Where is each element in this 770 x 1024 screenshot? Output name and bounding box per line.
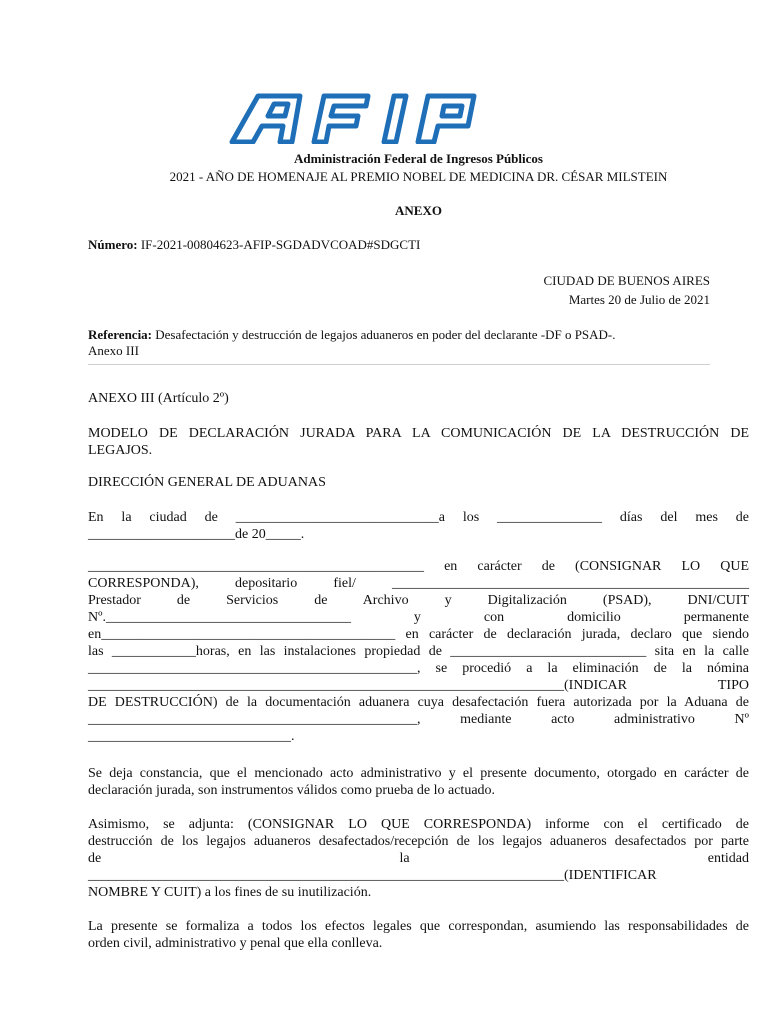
paragraph-line: de la entidad [88,851,749,866]
paragraph-line: orden civil, administrativo y penal que ella conlleva. [88,936,383,951]
date: Martes 20 de Julio de 2021 [568,292,710,307]
paragraph-line: destrucción de los legajos aduaneros desafectados/recepción de los legajos aduaneros desafectados por parte [88,834,749,849]
paragraph-1 [88,509,749,543]
referencia-value: Desafectación y destrucción de legajos aduaneros en poder del declarante -DF o PSAD-. [155,327,616,342]
paragraph-line: La presente se formaliza a todos los efectos legales que correspondan, asumiendo las responsabilidades de [88,919,749,934]
model-title [88,425,749,459]
paragraph-line: Prestador de Servicios de Archivo y Digitalización (PSAD), DNI/CUIT [88,593,749,608]
referencia-line-2: Anexo III [88,343,139,358]
paragraph-line: ________________________________________________ en carácter de (CONSIGNAR LO QUE [88,559,749,574]
annex-title: ANEXO III (Artículo 2º) [88,391,229,406]
paragraph-line: en__________________________________________ en carácter de declaración jurada, declaro que siendo [88,627,749,642]
numero-line [88,237,749,253]
direction: DIRECCIÓN GENERAL DE ADUANAS [88,475,326,490]
paragraph-5 [88,918,749,952]
afip-logo [228,92,484,144]
paragraph-line: En la ciudad de _____________________________a los _______________ días del mes de [88,510,749,525]
referencia-line [88,327,749,343]
paragraph-line: DE DESTRUCCIÓN) de la documentación aduanera cuya desafectación fuera autorizada por la Aduana de [88,695,749,710]
year-motto: 2021 - AÑO DE HOMENAJE AL PREMIO NOBEL DE MEDICINA DR. CÉSAR MILSTEIN [169,169,668,184]
org-name: Administración Federal de Ingresos Públicos [294,151,543,166]
paragraph-line: Nº.___________________________________ y con domicilio permanente [88,610,749,625]
paragraph-line: CORRESPONDA), depositario fiel/ ___________________________________________________ [88,576,749,591]
city: CIUDAD DE BUENOS AIRES [543,273,710,288]
paragraph-2 [88,558,749,745]
referencia-label: Referencia: [88,327,153,342]
paragraph-line: _______________________________________________, mediante acto administrativo Nº [88,712,749,727]
numero-value: IF-2021-00804623-AFIP-SGDADVCOAD#SDGCTI [140,237,421,252]
numero-label: Número: [88,237,138,252]
model-title-line: LEGAJOS. [88,443,153,458]
paragraph-line: _____________________de 20_____. [88,527,305,542]
paragraph-line: Asimismo, se adjunta: (CONSIGNAR LO QUE CORRESPONDA) informe con el certificado de [88,817,749,832]
model-title-line: MODELO DE DECLARACIÓN JURADA PARA LA COMUNICACIÓN DE LA DESTRUCCIÓN DE [88,426,749,441]
paragraph-line: ____________________________________________________________________(INDICAR TIPO [88,678,749,693]
paragraph-line: ____________________________________________________________________(IDENTIFICAR [88,868,657,883]
paragraph-line: las ____________horas, en las instalaciones propiedad de ____________________________ sita en la calle [88,644,749,659]
paragraph-line: declaración jurada, son instrumentos válidos como prueba de lo actuado. [88,783,496,798]
paragraph-3 [88,765,749,799]
paragraph-line: _____________________________. [88,729,295,744]
paragraph-line: NOMBRE Y CUIT) a los fines de su inutilización. [88,885,372,900]
paragraph-line: Se deja constancia, que el mencionado acto administrativo y el presente documento, otorgado en carácter de [88,766,749,781]
header-divider [88,364,710,365]
paragraph-4 [88,816,749,901]
doc-type: ANEXO [395,203,442,218]
paragraph-line: _______________________________________________, se procedió a la eliminación de la nómina [88,661,749,676]
